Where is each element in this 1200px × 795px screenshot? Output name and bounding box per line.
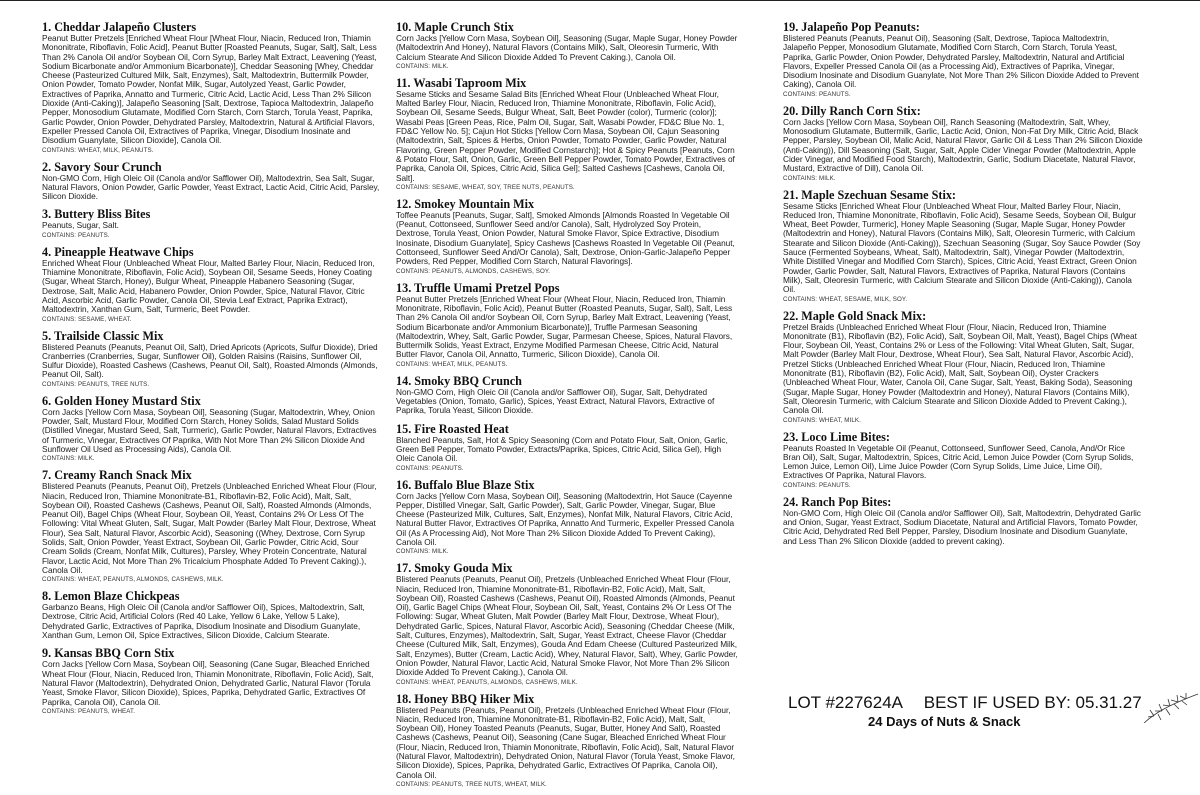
snack-entry: [396, 479, 738, 556]
ingredient-list: Pretzel Braids (Unbleached Enriched Wheat Flour (Flour, Niacin, Reduced Iron, Thiamine Mononitrate (B1), Riboflavin (B2), Folic Acid), Salt, Soybean Oil, Malt, Yeast), Bagel Chips (Wheat Flour, Soybean Oil, Yeast, Contains 2% or Less of the Following: Vital Wheat Gluten, Salt, Sugar, Malt Powder (Barley Malt Flour, Dextrose, Wheat Flour), Sea Salt, Natural Flavor, Ascorbic Acid), Pretzel Sticks (Unbleached Enriched Wheat Flour (Flour, Niacin, Reduced Iron, Thiamine Mononitrate (B1), Riboflavin (B2), Folic Acid), Malt, Salt, Soybean Oil), Oyster Crackers (Unbleached Wheat Flour, Water, Canola Oil, Cane Sugar, Salt, Yeast, Baking Soda), Seasoning (Sugar, Maple Sugar, Honey Powder (Maltodextrin and Honey), Natural Flavors (Contains Milk), Salt, Oleoresin Turmeric, with Calcium Stearate and Silicon Dioxide Added to Prevent Caking.), Canola Oil.: [783, 321, 1137, 416]
ingredient-list: Blistered Peanuts (Peanuts, Peanut Oil), Seasoning (Salt, Dextrose, Tapioca Maltodextrin, Jalapeño Pepper, Monosodium Glutamate, Modified Corn Starch, Corn Starch, Torula Yeast, Paprika, Garlic Powder, Onion Powder, Dehydrated Parsley, Maltodextrin, Natural and Artificial Flavors, Expeller Pressed Canola Oil (as a Processing Aid), Extractives of Paprika, Vinegar, Disodium Inosinate and Disodium Guanylate, Not More Than 2% Silicon Dioxide Added to Prevent Caking), Canola Oil.: [783, 33, 1139, 90]
snack-title: 2. Savory Sour Crunch: [42, 159, 162, 174]
allergen-statement: CONTAINS: WHEAT, PEANUTS, ALMONDS, CASHEWS, MILK.: [396, 678, 578, 686]
snack-title: 17. Smoky Gouda Mix: [396, 561, 513, 576]
snack-entry: [42, 590, 382, 640]
snack-entry: [42, 395, 382, 462]
ingredient-list: Non-GMO Corn, High Oleic Oil (Canola and/or Safflower Oil), Maltodextrin, Sea Salt, Sugar, Natural Flavors, Onion Powder, Garlic Powder, Yeast Extract, Lactic Acid, Citric Acid, Parsley, Silicon Dioxide.: [42, 172, 380, 202]
snack-title: 1. Cheddar Jalapeño Clusters: [42, 20, 197, 34]
snack-entry: [396, 21, 738, 70]
allergen-statement: CONTAINS: WHEAT, MILK, PEANUTS.: [396, 360, 508, 368]
snack-entry: [42, 330, 382, 388]
ingredient-list: Non-GMO Corn, High Oleic Oil (Canola and/or Safflower Oil), Salt, Maltodextrin, Dehydrated Garlic and Onion, Sugar, Yeast Extract, Sodium Diacetate, Natural and Artificial Flavors, Tomato Powder, Citric Acid, Dehydrated Red Bell Pepper, Parsley, Disodium Inosinate and Disodium Guanylate, and Less Than 2% Silicon Dioxide (added to prevent caking).: [783, 507, 1141, 546]
product-name: 24 Days of Nuts & Snack: [868, 714, 1021, 729]
snack-title: 13. Truffle Umami Pretzel Pops: [396, 280, 560, 295]
snack-title: 20. Dilly Ranch Corn Stix:: [783, 103, 921, 118]
allergen-statement: CONTAINS: PEANUTS.: [783, 90, 851, 98]
allergen-statement: CONTAINS: WHEAT, MILK.: [783, 416, 861, 424]
snack-entry: [396, 693, 738, 788]
ingredient-list: Blistered Peanuts (Peanuts, Peanut Oil), Pretzels (Unbleached Enriched Wheat Flour (Flour, Niacin, Reduced Iron, Thiamine Mononitrate-B1, Riboflavin-B2, Folic Acid), Malt, Salt, Soybean Oil), Honey Toasted Peanuts (Peanuts, Sugar, Butter, Honey And Salt), Roasted Cashews (Cashews, Peanut Oil), Seasoning (Cane Sugar, Bleached Enriched Wheat Flour (Flour, Niacin, Reduced Iron, Thiamin Mononitrate, Riboflavin, Folic Acid), Salt, Natural Flavor (Natural Flavor, Maltodextrin), Dehydrated Onion, Natural Flavor (Torula Yeast, Smoke Flavor, Silicon Dioxide), Spices, Paprika, Dehydrated Garlic, Extractives Of Paprika, Canola Oil), Canola Oil.: [396, 704, 735, 780]
snack-title: 12. Smokey Mountain Mix: [396, 196, 535, 211]
snack-entry: [396, 198, 738, 275]
ingredient-list: Corn Jacks [Yellow Corn Masa, Soybean Oil], Seasoning (Sugar, Maple Sugar, Honey Powder (Maltodextrin And Honey), Natural Flavors (Contains Milk), Salt, Oleoresin Turmeric, With Calcium Stearate And Silicon Dioxide Added To Prevent Caking.), Canola Oil.: [396, 33, 738, 62]
snack-title: 5. Trailside Classic Mix: [42, 328, 164, 343]
snack-title: 10. Maple Crunch Stix: [396, 20, 514, 34]
allergen-statement: CONTAINS: PEANUTS.: [783, 481, 851, 489]
snack-entry: [396, 375, 738, 416]
allergen-statement: CONTAINS: PEANUTS, ALMONDS, CASHEWS, SOY.: [396, 267, 551, 275]
snack-title: 23. Loco Lime Bites:: [783, 429, 890, 444]
snack-title: 14. Smoky BBQ Crunch: [396, 373, 522, 388]
snack-entry: [42, 647, 382, 714]
ingredients-column-3: [783, 21, 1143, 553]
ingredient-list: Blistered Peanuts (Peanuts, Peanut Oil), Pretzels (Unbleached Enriched Wheat Flour (Flour, Niacin, Reduced Iron, Thiamine Mononitrate-B1, Riboflavin-B2, Folic Acid), Malt, Salt, Soybean Oil), Roasted Cashews (Cashews, Peanut Oil), Roasted Almonds (Almonds, Peanut Oil), Garlic Bagel Chips (Wheat Flour, Soybean Oil, Salt, Yeast, Contains 2% Or Less Of The Following: Sugar, Wheat Gluten, Malt Powder (Barley Malt Flour, Dextrose, Wheat Flour), Dehydrated Garlic, Spices, Natural Flavor, Ascorbic Acid), Seasoning (Cheddar Cheese (Milk, Salt, Cultures, Enzymes), Maltodextrin, Salt, Sugar, Yeast Extract, Cheese Flavor (Cheddar Cheese (Cultured Milk, Salt, Enzymes), Gouda And Edam Cheese (Cultured Pasteurized Milk, Salt, Enzymes), Butter (Cream, Lactic Acid), Whey, Natural Flavor, Salt), Whey, Garlic Powder, Onion Powder, Natural Flavor, Lactic Acid, Natural Smoke Flavor, Not More Than 2% Silicon Dioxide Added To Prevent Caking.), Canola Oil.: [396, 574, 738, 678]
allergen-statement: CONTAINS: PEANUTS, TREE NUTS, WHEAT, MILK.: [396, 780, 547, 788]
snack-entry: [783, 496, 1143, 546]
allergen-statement: CONTAINS: MILK.: [42, 455, 95, 463]
snack-entry: [783, 105, 1143, 182]
snack-entry: [396, 77, 738, 191]
snack-entry: [396, 423, 738, 472]
snack-title: 24. Ranch Pop Bites:: [783, 494, 892, 509]
snack-title: 21. Maple Szechuan Sesame Stix:: [783, 187, 956, 202]
allergen-statement: CONTAINS: PEANUTS.: [396, 464, 464, 472]
top-rule: [0, 0, 1200, 1]
snack-entry: [783, 431, 1143, 489]
best-by-date: BEST IF USED BY: 05.31.27: [923, 693, 1142, 712]
ingredient-list: Peanuts, Sugar, Salt.: [42, 220, 119, 231]
ingredients-column-1: [42, 21, 382, 722]
snack-title: 8. Lemon Blaze Chickpeas: [42, 589, 180, 604]
allergen-statement: CONTAINS: PEANUTS, TREE NUTS.: [42, 380, 150, 388]
allergen-statement: CONTAINS: SESAME, WHEAT.: [42, 315, 132, 323]
snack-entry: [783, 21, 1143, 98]
allergen-statement: CONTAINS: WHEAT, MILK, PEANUTS.: [42, 146, 154, 154]
ingredient-list: Blistered Peanuts (Peanuts, Peanut Oil, Salt), Dried Apricots (Apricots, Sulfur Dioxide), Dried Cranberries (Cranberries, Sugar, Sunflower Oil), Golden Raisins (Raisins, Sunflower Oil, Sulfur Dioxide), Roasted Cashews (Cashews, Peanut Oil, Salt), Roasted Almonds (Almonds, Peanut Oil, Salt).: [42, 341, 378, 380]
snack-title: 18. Honey BBQ Hiker Mix: [396, 691, 535, 706]
snack-title: 3. Buttery Bliss Bites: [42, 207, 151, 222]
snack-title: 9. Kansas BBQ Corn Stix: [42, 646, 175, 661]
ingredients-column-2: [396, 21, 738, 795]
lot-and-best-by: [788, 693, 1158, 713]
ingredient-list: Peanuts Roasted In Vegetable Oil (Peanut, Cottonseed, Sunflower Seed, Canola, And/Or Rice Bran Oil), Salt, Sugar, Maltodextrin, Spices, Citric Acid, Lemon Juice Powder (Corn Syrup Solids, Lemon Juice, Lemon Oil), Lime Juice Powder (Corn Syrup Solids, Lime Juice, Lime Oil), Extractives Of Paprika, Natural Flavors.: [783, 442, 1134, 481]
snack-title: 15. Fire Roasted Heat: [396, 421, 509, 436]
ingredient-list: Toffee Peanuts [Peanuts, Sugar, Salt], Smoked Almonds [Almonds Roasted In Vegetable Oil (Peanut, Cottonseed, Sunflower Seed and/or Canola), Salt, Hydrolyzed Soy Protein, Dextrose, Torula Yeast, Onion Powder, Natural Smoke Flavor, Spice Extractive, Disodium Inosinate, Disodium Guanylate], Spicy Cashews [Cashews Roasted In Vegetable Oil (Peanut, Cottonseed, Sunflower Seed And/Or Canola), Salt, Dextrose, Onion-Garlic-Jalapeño Pepper Powders, Red Pepper, Modified Corn Starch, Natural Flavorings].: [396, 209, 735, 267]
ingredient-list: Corn Jacks [Yellow Corn Masa, Soybean Oil], Seasoning (Cane Sugar, Bleached Enriched Wheat Flour (Flour, Niacin, Reduced Iron, Thiamin Mononitrate, Riboflavin, Folic Acid), Salt, Natural Flavor (Maltodextrin), Dehydrated Onion, Dehydrated Garlic, Natural Flavor (Torula Yeast, Smoke Flavor, Silicon Dioxide), Spices, Paprika, Dehydrated Garlic, Extractives Of Paprika, Canola Oil), Canola Oil.: [42, 659, 374, 707]
ingredient-list: Blistered Peanuts (Peanuts, Peanut Oil), Pretzels (Unbleached Enriched Wheat Flour (Flour, Niacin, Reduced Iron, Thiamine Mononitrate-B1, Riboflavin-B2, Folic Acid), Malt, Salt, Soybean Oil), Roasted Cashews (Cashews, Peanut Oil, Salt), Roasted Almonds (Almonds, Peanut Oil), Bagel Chips (Wheat Flour, Soybean Oil, Yeast, Contains 2% Or Less Of The Following: Vital Wheat Gluten, Salt, Sugar, Malt Powder (Barley Malt Flour, Dextrose, Wheat Flour), Sea Salt, Natural Flavor, Ascorbic Acid), Seasoning ((Whey, Dextrose, Corn Syrup Solids, Salt, Onion Powder, Yeast Extract, Soybean Oil, Garlic Powder, Citric Acid, Sour Cream Solids (Cream, Nonfat Milk, Cultures), Parsley, Whey Protein Concentrate, Natural Flavor, Lactic Acid, Not More Than 2% Tricalcium Phosphate Added To Prevent Caking).), Canola Oil.: [42, 481, 377, 575]
snack-entry: [396, 562, 738, 685]
ingredient-list: Enriched Wheat Flour (Unbleached Wheat Flour, Malted Barley Flour, Niacin, Reduced Iron, Thiamine Mononitrate, Riboflavin, Folic Acid), Soybean Oil, Sesame Seeds, Honey Coating (Sugar, Wheat Starch, Honey), Bulgur Wheat, Pineapple Habanero Seasoning (Sugar, Dextrose, Salt, Malic Acid, Habanero Powder, Onion Powder, Spice, Natural Flavor, Citric Acid, Ascorbic Acid, Garlic Powder, Canola Oil, Stevia Leaf Extract, Paprika Extract), Maltodextrin, Xanthan Gum, Salt, Turmeric, Beet Powder.: [42, 257, 375, 315]
snack-title: 16. Buffalo Blue Blaze Stix: [396, 477, 535, 492]
allergen-statement: CONTAINS: SESAME, WHEAT, SOY, TREE NUTS, PEANUTS.: [396, 183, 575, 191]
allergen-statement: CONTAINS: MILK.: [783, 174, 836, 182]
snack-entry: [42, 161, 382, 202]
ingredient-list: Peanut Butter Pretzels [Enriched Wheat Flour [Wheat Flour, Niacin, Reduced Iron, Thiamin Mononitrate, Riboflavin, Folic Acid], Peanut Butter [Roasted Peanuts, Sugar, Salt], Salt, Less Than 2% Canola Oil and/or Soybean Oil, Corn Syrup, Barley Malt Extract, Leavening (Yeast, Sodium Bicarbonate and/or Ammonium Bicarbonate)], Cheddar Seasoning [Whey, Cheddar Cheese (Pasteurized Cultured Milk, Salt, Enzymes), Salt, Maltodextrin, Buttermilk Powder, Onion Powder, Tomato Powder, Nonfat Milk, Sugar, Autolyzed Yeast, Garlic Powder, Extractives of Paprika, Annatto and Turmeric, Citric Acid, Lactic Acid, Less Than 2% Silicon Dioxide (Anti-Caking)], Jalapeño Seasoning [Salt, Dextrose, Tapioca Maltodextrin, Jalapeño Pepper, Monosodium Glutamate, Modified Corn Starch, Corn Starch, Torula Yeast, Paprika, Garlic Powder, Onion Powder, Dehydrated Parsley, Maltodextrin, Natural & Artificial Flavors, Expeller Pressed Canola Oil, Extractives of Paprika, Vinegar, Disodium Inosinate and Disodium Guanylate, Silicon Dioxide], Canola Oil.: [42, 33, 377, 146]
ingredient-list: Corn Jacks [Yellow Corn Masa, Soybean Oil], Seasoning (Sugar, Maltodextrin, Whey, Onion Powder, Salt, Mustard Flour, Modified Corn Starch, Honey Solids, Salad Mustard Solids (Distilled Vinegar, Mustard Seed, Salt, Turmeric), Garlic Powder, Natural Flavors, Extractives of Turmeric, Vinegar, Extractives Of Paprika, With Not More Than 2% Silicon Dioxide And Sunflower Oil Used as Processing Aids), Canola Oil.: [42, 406, 377, 454]
snack-title: 11. Wasabi Taproom Mix: [396, 75, 527, 90]
snack-title: 19. Jalapeño Pop Peanuts:: [783, 20, 920, 34]
ingredient-list: Corn Jacks [Yellow Corn Masa, Soybean Oil], Ranch Seasoning (Maltodextrin, Salt, Whey, Monosodium Glutamate, Buttermilk, Garlic, Lactic Acid, Onion, Non-Fat Dry Milk, Citric Acid, Black Pepper, Parsley, Soybean Oil, Malic Acid, Natural Flavor, Garlic Oil & Less Than 2% Silicon Dioxide (Anti-Caking)), Dill Seasoning (Salt, Sugar, Salt, Apple Cider Vinegar Powder (Maltodextrin, Apple Cider Vinegar, and Modified Food Starch), Maltodextrin, Garlic, Sodium Diacetate, Natural Flavor, Mustard, Extractive of Dill), Canola Oil.: [783, 116, 1143, 174]
snack-title: 22. Maple Gold Snack Mix:: [783, 308, 927, 323]
snack-entry: [783, 189, 1143, 303]
allergen-statement: CONTAINS: WHEAT, PEANUTS, ALMONDS, CASHEWS, MILK.: [42, 576, 224, 584]
allergen-statement: CONTAINS: WHEAT, SESAME, MILK, SOY.: [783, 295, 908, 303]
lot-number: LOT #227624A: [788, 693, 903, 712]
snack-entry: [42, 469, 382, 583]
snack-title: 6. Golden Honey Mustard Stix: [42, 393, 201, 408]
ingredient-list: Sesame Sticks [Enriched Wheat Flour (Unbleached Wheat Flour, Malted Barley Flour, Niacin, Reduced Iron, Thiamine Mononitrate, Riboflavin, Folic Acid), Sesame Seeds, Soybean Oil, Bulgur Wheat, Beet Powder, Turmeric], Honey Maple Seasoning (Sugar, Maple Sugar, Honey Powder (Maltodextrin and Honey), Natural Flavors (Contains Milk), Salt, Oleoresin Turmeric, with Calcium Stearate and Silicon Dioxide (Anti-Caking)), Szechuan Seasoning (Sugar, Soy Sauce Powder (Soy Sauce (Fermented Soybeans, Wheat, Salt), Maltodextrin, Salt), Vinegar Powder (Maltodextrin, White Distilled Vinegar and Modified Corn Starch), Spices, Citric Acid, Yeast Extract, Green Onion Powder, Garlic Powder, Salt, Natural Flavors, Extractives of Paprika, Natural Flavors (Contains Milk), Salt, Oleoresin Turmeric, with Calcium Stearate and Silicon Dioxide (Anti-Caking)), Canola Oil.: [783, 200, 1141, 295]
ingredient-list: Non-GMO Corn, High Oleic Oil (Canola and/or Safflower Oil), Sugar, Salt, Dehydrated Vegetables (Onion, Tomato, Garlic), Spices, Yeast Extract, Natural Flavors, Extractive of Paprika, Torula Yeast, Silicon Dioxide.: [396, 386, 715, 416]
leaf-sprig-icon: [1140, 690, 1200, 723]
allergen-statement: CONTAINS: MILK.: [396, 548, 449, 556]
snack-entry: [42, 21, 382, 154]
allergen-statement: CONTAINS: PEANUTS, WHEAT.: [42, 707, 136, 715]
snack-title: 4. Pineapple Heatwave Chips: [42, 244, 194, 259]
ingredient-list: Sesame Sticks and Sesame Salad Bits [Enriched Wheat Flour (Unbleached Wheat Flour, Malted Barley Flour, Niacin, Reduced Iron, Thiamine Mononitrate, Riboflavin, Folic Acid), Soybean Oil, Sesame Seeds, Bulgur Wheat, Salt, Beet Powder (color), Turmeric (color)]; Wasabi Peas [Green Peas, Rice, Palm Oil, Sugar, Salt, Wasabi Powder, FD&C Blue No. 1, FD&C Yellow No. 5]; Cajun Hot Sticks [Yellow Corn Masa, Soybean Oil, Cajun Seasoning (Maltodextrin, Salt, Spices & Herbs, Onion Powder, Tomato Powder, Garlic Powder, Natural Flavoring, Green Pepper Powder, Modified Cornstarch)]; Hot & Spicy Peanuts [Peanuts, Corn & Potato Flour, Salt, Onion, Garlic, Green Bell Pepper Powder, Tomato Powder, Extractives of Paprika, Canola Oil, Spices, Citric Acid, Silica Gel]; Salted Cashews [Cashews, Canola Oil, Salt].: [396, 88, 735, 183]
snack-entry: [42, 246, 382, 323]
snack-entry: [396, 282, 738, 368]
snack-title: 7. Creamy Ranch Snack Mix: [42, 468, 192, 483]
allergen-statement: CONTAINS: PEANUTS.: [42, 231, 110, 239]
snack-entry: [42, 208, 382, 238]
allergen-statement: CONTAINS: MILK.: [396, 62, 449, 70]
ingredient-list: Blanched Peanuts, Salt, Hot & Spicy Seasoning (Corn and Potato Flour, Salt, Onion, Garlic, Green Bell Pepper, Tomato Powder, Extracts/Paprika, Spices, Citric Acid, Silica Gel), High Oleic Canola Oil.: [396, 434, 728, 464]
snack-entry: [783, 310, 1143, 424]
ingredient-list: Garbanzo Beans, High Oleic Oil (Canola and/or Safflower Oil), Spices, Maltodextrin, Salt, Dextrose, Citric Acid, Artificial Colors (Red 40 Lake, Yellow 6 Lake, Yellow 5 Lake), Dehydrated Garlic, Extractives of Paprika, Disodium Inosinate and Disodium Guanylate, Xanthan Gum, Lemon Oil, Spice Extractives, Silicon Dioxide, Calcium Stearate.: [42, 602, 365, 641]
ingredient-list: Corn Jacks [Yellow Corn Masa, Soybean Oil], Seasoning (Maltodextrin, Hot Sauce (Cayenne Pepper, Distilled Vinegar, Salt, Garlic Powder), Salt, Garlic Powder, Vinegar, Sugar, Blue Cheese (Pasteurized Milk, Cultures, Salt, Enzymes), Nonfat Milk, Natural Flavors, Citric Acid, Natural Butter Flavor, Extractives Of Paprika, Annatto And Turmeric, Expeller Pressed Canola Oil (As A Processing Aid), Not More Than 2% Silicon Dioxide Added To Prevent Caking), Canola Oil.: [396, 490, 735, 547]
ingredient-list: Peanut Butter Pretzels [Enriched Wheat Flour (Wheat Flour, Niacin, Reduced Iron, Thiamin Mononitrate, Riboflavin, Folic Acid), Peanut Butter (Roasted Peanuts, Sugar, Salt), Salt, Less Than 2% Canola Oil and/or Soybean Oil, Corn Syrup, Barley Malt Extract, Leavening (Yeast, Sodium Bicarbonate and/or Ammonium Bicarbonate)], Truffle Parmesan Seasoning (Maltodextrin, Whey, Salt, Garlic Powder, Sugar, Parmesan Cheese, Spices, Natural Flavors, Buttermilk Solids, Yeast Extract, Enzyme Modified Parmesan Cheese, Citric Acid, Natural Butter Flavor, Canola Oil, Annatto, Turmeric, Silicon Dioxide), Canola Oil.: [396, 293, 733, 360]
